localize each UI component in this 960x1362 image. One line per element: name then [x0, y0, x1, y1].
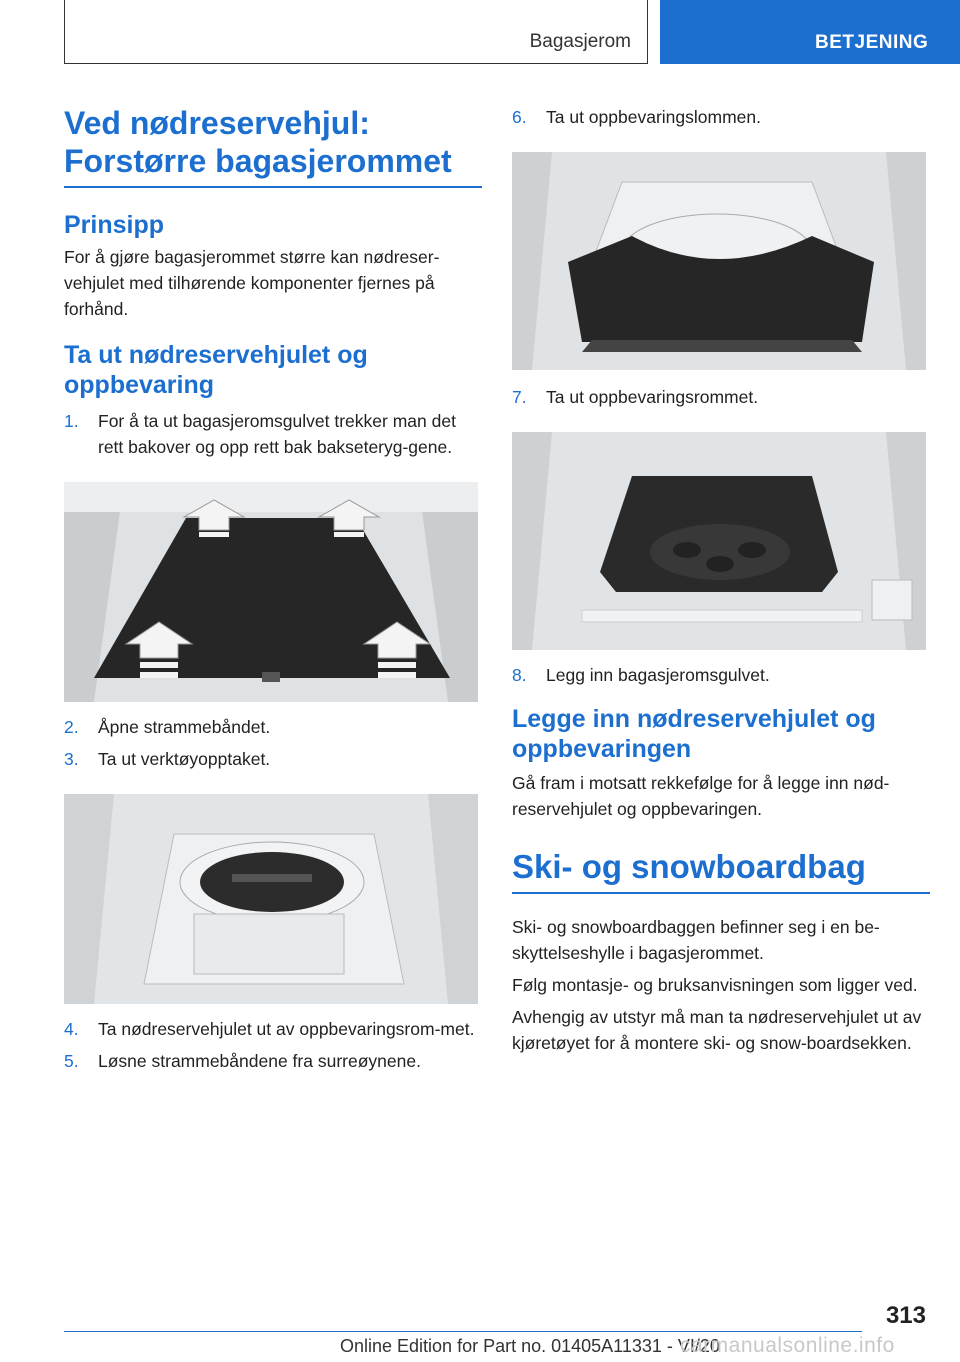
step-text: Legg inn bagasjeromsgulvet. — [546, 665, 770, 685]
step-6 — [512, 104, 930, 130]
heading-principle: Prinsipp — [64, 211, 165, 239]
step-3 — [64, 746, 482, 772]
heading-insert-spare-wheel: Legge inn nødreservehjulet og oppbevaringen — [512, 705, 876, 763]
illustration-storage-pocket — [512, 152, 926, 370]
section-title-spare-wheel: Ved nødreservehjul: Forstørre bagasjerommet — [64, 104, 482, 188]
step-number: 7. — [512, 387, 527, 407]
heading-remove-spare-wheel: Ta ut nødreservehjulet og oppbevaring — [64, 341, 368, 399]
header-chapter-tab — [660, 0, 960, 64]
step-text: Ta nødreservehjulet ut av oppbevaringsrom-met. — [98, 1019, 475, 1039]
step-2 — [64, 714, 482, 740]
step-4 — [64, 1016, 482, 1042]
step-text: Åpne strammebåndet. — [98, 717, 271, 737]
left-column — [64, 104, 482, 1074]
step-number: 5. — [64, 1051, 79, 1071]
principle-text: For å gjøre bagasjerommet større kan nødreser-vehjulet med tilhørende komponenter fjernes på forhånd. — [64, 247, 440, 319]
step-8 — [512, 662, 930, 688]
step-text: For å ta ut bagasjeromsgulvet trekker man det rett bakover og opp rett bak bakseteryg-gene. — [98, 411, 456, 457]
step-number: 3. — [64, 749, 79, 769]
ski-paragraph-2: Følg montasje- og bruksanvisningen som ligger ved. — [512, 975, 918, 995]
step-1 — [64, 408, 482, 460]
illustration-trunk-floor — [64, 482, 478, 702]
footer-rule — [64, 1331, 862, 1332]
ski-paragraph-1: Ski- og snowboardbaggen befinner seg i en be-skyttelseshylle i bagasjerommet. — [512, 917, 880, 963]
page-number: 313 — [885, 1302, 926, 1329]
header-chapter-title: BETJENING — [815, 32, 929, 53]
section-title-ski-bag: Ski- og snowboardbag — [512, 848, 930, 894]
step-text: Ta ut oppbevaringslommen. — [546, 107, 761, 127]
step-5 — [64, 1048, 482, 1074]
step-text: Ta ut oppbevaringsrommet. — [546, 387, 759, 407]
step-7 — [512, 384, 930, 410]
right-column — [512, 104, 930, 1056]
step-number: 6. — [512, 107, 527, 127]
footer-edition: Online Edition for Part no. 01405A11331 - VI/20 — [340, 1336, 720, 1356]
ski-paragraph-3: Avhengig av utstyr må man ta nødreservehjulet ut av kjøretøyet for å montere ski- og snow-boardsekken. — [512, 1007, 922, 1053]
step-text: Ta ut verktøyopptaket. — [98, 749, 271, 769]
illustration-storage-compartment — [512, 432, 926, 650]
step-text: Løsne strammebåndene fra surreøynene. — [98, 1051, 421, 1071]
step-number: 8. — [512, 665, 527, 685]
header-section-box — [64, 0, 648, 64]
step-number: 2. — [64, 717, 79, 737]
step-number: 4. — [64, 1019, 79, 1039]
header-section-title: Bagasjerom — [529, 31, 631, 52]
watermark: carmanualsonline.info — [680, 1334, 895, 1357]
illustration-tool-tray — [64, 794, 478, 1004]
step-number: 1. — [64, 411, 79, 431]
insert-text: Gå fram i motsatt rekkefølge for å legge inn nød-reservehjulet og oppbevaringen. — [512, 773, 890, 819]
